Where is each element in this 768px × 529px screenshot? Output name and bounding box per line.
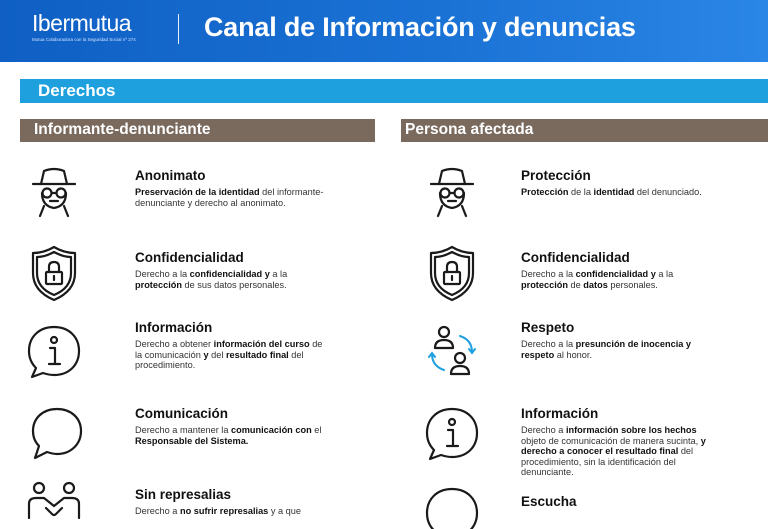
text-segment: de sus datos personales. <box>181 279 287 290</box>
brand-subtitle: Mutua Colaboradora con la Seguridad Social nº 274 <box>32 37 136 42</box>
item-title: Confidencialidad <box>521 250 630 265</box>
section-title: Derechos <box>38 81 116 100</box>
item-title: Información <box>521 406 599 421</box>
item-title: Confidencialidad <box>135 250 244 265</box>
text-segment: a la <box>655 269 674 279</box>
text-segment: Derecho a la <box>521 339 576 349</box>
text-segment: de la comunicación <box>135 339 323 360</box>
incognito-icon <box>24 160 84 220</box>
text-segment: y a que <box>268 506 301 516</box>
text-segment: del <box>208 349 226 360</box>
item-title: Información <box>135 320 213 335</box>
item-title: Protección <box>521 168 591 183</box>
text-segment: Derecho a <box>521 425 566 435</box>
item-description <box>521 339 721 360</box>
item-description <box>135 339 325 371</box>
speech-bubble-icon <box>422 484 482 529</box>
text-segment: Derecho a la <box>135 269 190 279</box>
text-segment: de la <box>568 187 594 197</box>
item-description <box>135 187 325 208</box>
text-segment: el <box>311 425 322 435</box>
bold-text: confidencialidad y <box>189 269 270 279</box>
section-bar <box>20 79 768 103</box>
incognito-icon <box>422 160 482 220</box>
text-segment: Derecho a <box>135 506 180 516</box>
shield-lock-icon <box>24 243 84 303</box>
item-description <box>135 506 335 517</box>
item-description <box>521 425 721 478</box>
bold-text: confidencialidad y <box>575 269 656 279</box>
right-column-title: Persona afectada <box>405 121 534 138</box>
bold-text: presunción de inocencia y respeto <box>521 339 692 360</box>
bold-text: resultado final <box>225 349 289 360</box>
text-segment: de <box>567 279 584 290</box>
page-title: Canal de Información y denuncias <box>204 12 636 42</box>
item-description <box>135 425 335 446</box>
text-segment: del procedimiento. <box>135 349 304 370</box>
info-bubble-icon <box>422 404 482 464</box>
bold-text: datos <box>583 279 608 290</box>
bold-text: identidad <box>593 187 635 197</box>
bold-text: Responsable del Sistema. <box>135 435 249 446</box>
info-bubble-icon <box>24 322 84 382</box>
bold-text: Protección <box>521 187 569 197</box>
people-cycle-icon <box>422 322 482 382</box>
bold-text: protección <box>135 279 182 290</box>
bold-text: protección <box>521 279 568 290</box>
text-segment: Derecho a la <box>521 269 576 279</box>
text-segment: a la <box>269 269 288 279</box>
item-description <box>521 187 711 198</box>
left-column-title: Informante-denunciante <box>34 121 211 138</box>
text-segment: Derecho a mantener la <box>135 425 232 435</box>
text-segment: Derecho a obtener <box>135 339 214 349</box>
header-divider <box>178 14 179 44</box>
bold-text: información sobre los hechos <box>565 425 697 435</box>
item-title: Sin represalias <box>135 487 232 502</box>
shield-lock-icon <box>422 243 482 303</box>
text-segment: objeto de comunicación de manera sucinta, <box>521 435 701 446</box>
bold-text: y derecho a conocer el resultado final <box>521 435 706 456</box>
item-title: Respeto <box>521 320 575 335</box>
bold-text: información del curso <box>213 339 310 349</box>
item-title: Anonimato <box>135 168 206 183</box>
item-title: Comunicación <box>135 406 229 421</box>
item-description <box>521 269 711 290</box>
item-description <box>135 269 325 290</box>
bold-text: Preservación de la identidad <box>135 187 260 197</box>
text-segment: al honor. <box>554 349 593 360</box>
chat-bubble-icon <box>24 404 84 464</box>
brand-logo <box>32 10 136 43</box>
text-segment: del procedimiento, sin la identificación del denunciante. <box>521 446 694 477</box>
bold-text: no sufrir represalias <box>179 506 269 516</box>
text-segment: del denunciado. <box>634 187 702 197</box>
people-handshake-icon <box>24 478 84 529</box>
bold-text: y <box>203 349 209 360</box>
item-title: Escucha <box>521 494 577 509</box>
bold-text: comunicación con <box>231 425 312 435</box>
brand-name: Ibermutua <box>32 10 132 36</box>
text-segment: del informante-denunciante y derecho al anonimato. <box>135 187 324 208</box>
text-segment: personales. <box>607 279 658 290</box>
